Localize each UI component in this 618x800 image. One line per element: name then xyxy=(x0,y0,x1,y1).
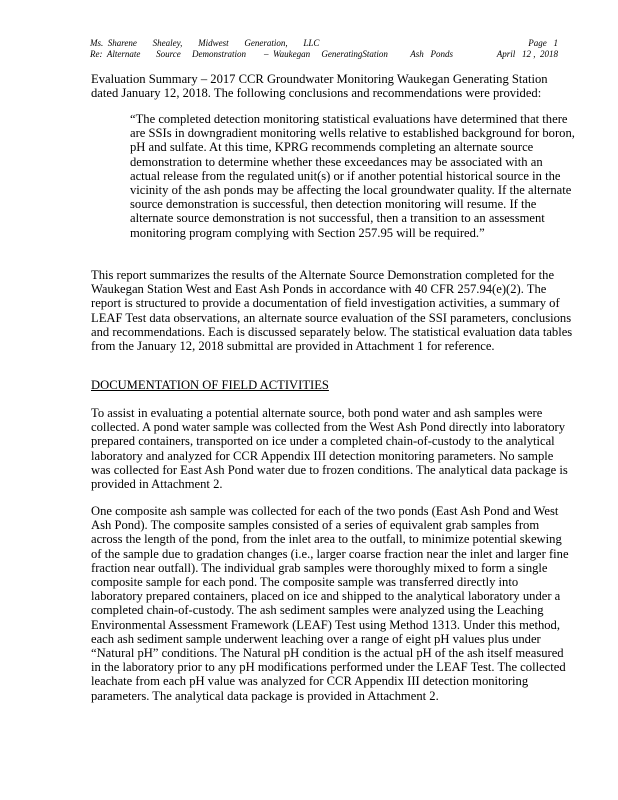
section-heading: DOCUMENTATION OF FIELD ACTIVITIES xyxy=(91,378,329,392)
field-text-1: To assist in evaluating a potential alternate source, both pond water and ash samples were collected. A pond water sample was collected from the West Ash Pond directly into laboratory prepared containers, transported on ice under a completed chain-of-custody to the analytical laboratory and analyzed for CCR Appendix III detection monitoring parameters. No sample was collected for East Ash Pond water due to frozen conditions. The analytical data package is provided in Attachment 2. xyxy=(91,406,568,492)
header-page-number: Page 1 xyxy=(528,38,558,48)
field-activities-paragraph-2 xyxy=(91,504,573,703)
field-activities-paragraph-1 xyxy=(91,406,573,491)
quote-text: “The completed detection monitoring statistical evaluations have determined that there are SSIs in downgradient monitoring wells relative to established background for boron, pH and sulfate. At this time, KPRG recommends completing an alternate source demonstration to determine whether these exceedances may be associated with an actual release from the regulated unit(s) or if another potential historical source in the vicinity of the ash ponds may be affecting the local groundwater quality. If the alternate source demonstration is successful, then detection monitoring will resume. If the alternate source demonstration is not successful, then a transition to an assessment monitoring program complying with Section 257.95 will be required.” xyxy=(130,112,575,240)
summary-text: This report summarizes the results of the Alternate Source Demonstration completed for the Waukegan Station West and East Ash Ponds in accordance with 40 CFR 257.94(e)(2). The report is structured to provide a documentation of field investigation activities, a summary of LEAF Test data observations, an alternate source evaluation of the SSI parameters, conclusions and recommendations. Each is discussed separately below. The statistical evaluation data tables from the January 12, 2018 submittal are provided in Attachment 1 for reference. xyxy=(91,268,573,354)
intro-paragraph xyxy=(91,72,573,100)
header-date: April 12 , 2018 xyxy=(496,49,558,59)
quoted-recommendation xyxy=(130,112,575,240)
field-text-2: One composite ash sample was collected for each of the two ponds (East Ash Pond and West Ash Pond). The composite samples consisted of a series of equivalent grab samples from across the length of the pond, from the inlet area to the outfall, to minimize potential skewing of the sample due to gradation changes (i.e., larger coarse fraction near the inlet and larger fine fraction near outfall). The individual grab samples were thoroughly mixed to form a single composite sample for each pond. The composite sample was transferred directly into laboratory prepared containers, placed on ice and shipped to the analytical laboratory under a completed chain-of-custody. The ash sediment samples were analyzed using the Leaching Environmental Assessment Framework (LEAF) Test using Method 1313. Under this method, each ash sediment sample underwent leaching over a range of eight pH values plus under “Natural pH” conditions. The Natural pH condition is the actual pH of the ash itself measured in the laboratory prior to any pH modifications performed under the LEAF Test. The collected leachate from each pH value was analyzed for CCR Appendix III detection monitoring parameters. The analytical data package is provided in Attachment 2. xyxy=(91,504,569,703)
header-subject: Re: Alternate Source Demonstration – Waukegan GeneratingStation Ash Ponds xyxy=(90,49,453,59)
intro-text: Evaluation Summary – 2017 CCR Groundwater Monitoring Waukegan Generating Station dated January 12, 2018. The following conclusions and recommendations were provided: xyxy=(91,72,548,101)
summary-paragraph xyxy=(91,268,573,353)
header-recipient: Ms. Sharene Shealey, Midwest Generation, LLC xyxy=(90,38,320,48)
